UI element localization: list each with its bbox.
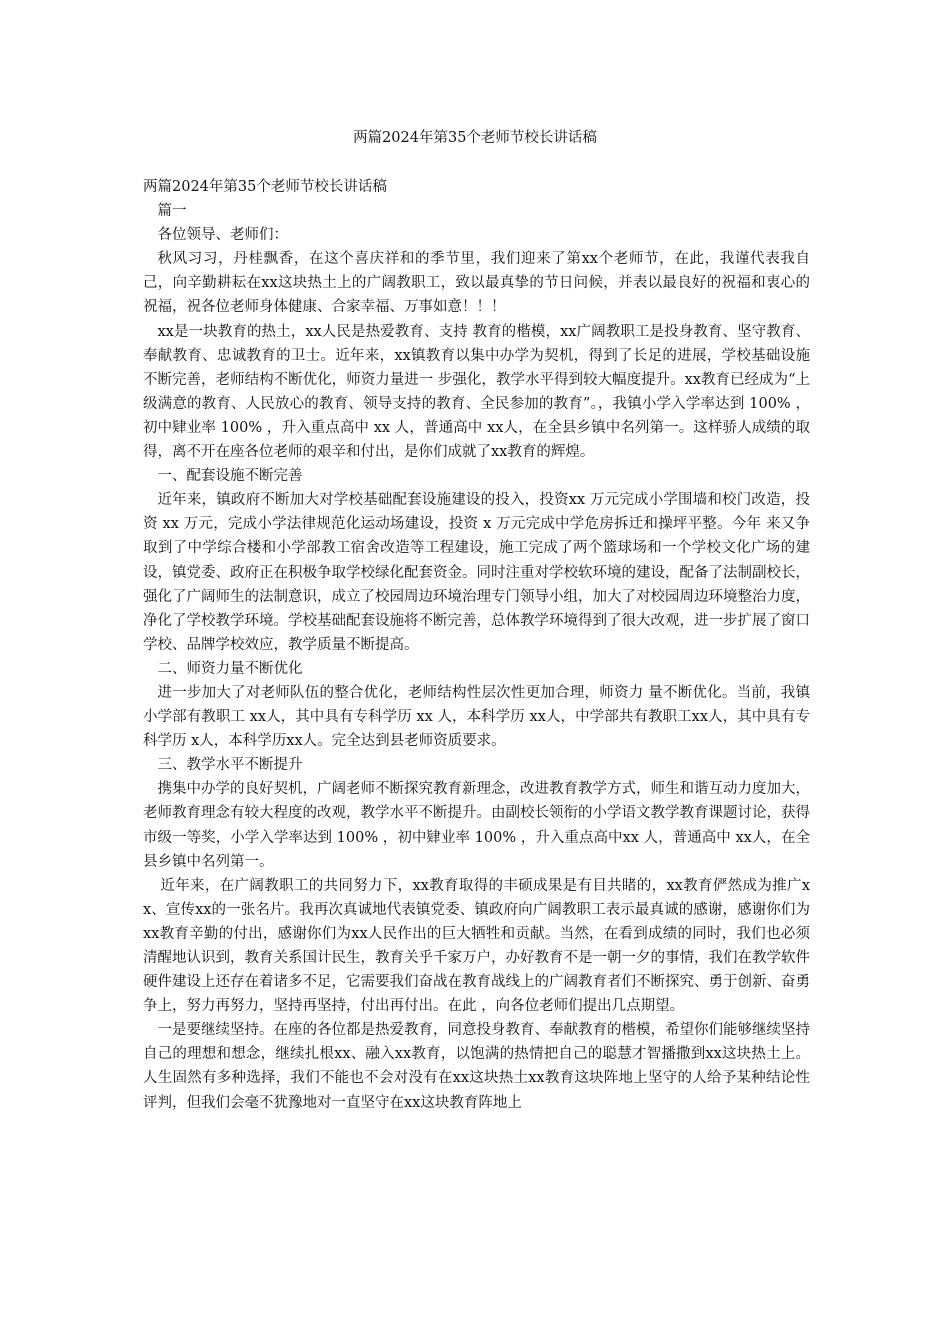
paragraph: 携集中办学的良好契机，广阔老师不断探究教育新理念，改进教育教学方式，师生和谐互动力度加大，老师教育理念有较大程度的改观，教学水平不断提升。由副校长领衔的小学语文教学教育课题讨论，获得市级一等奖，小学入学率达到 100% ，初中肄业率 100% ，升入重点高中xx 人，普通高中 xx人，在全县乡镇中名列第一。 (143, 781, 810, 870)
paragraph: 一、配套设施不断完善 (157, 468, 303, 485)
paragraph: xx是一块教育的热土，xx人民是热爱教育、支持 教育的楷模，xx广阔教职工是投身教育、坚守教育、奉献教育、忠诚教育的卫士。近年来，xx镇教育以集中办学为契机，得到了长足的进展，学校基础设施不断完善，老师结构不断优化，师资力量进一 步强化，教学水平得到较大幅度提升。xx教育已经成为“上级满意的教育、人民放心的教育、领导支持的教育、全民参加的教育”。，我镇小学入学率达到 100% ，初中肄业率 100% ，升入重点高中 xx 人，普通高中 xx人，在全县乡镇中名列第一。这样骄人成绩的取得，离不开在座各位老师的艰辛和付出，是你们成就了xx教育的辉煌。 (143, 323, 810, 461)
paragraph: 二、师资力量不断优化 (157, 660, 303, 677)
paragraph: 篇一 (157, 203, 187, 220)
paragraph: 各位领导、老师们： (157, 227, 288, 244)
paragraph: 一是要继续坚持。在座的各位都是热爱教育，同意投身教育、奉献教育的楷模，希望你们能够继续坚持自己的理想和想念，继续扎根xx、融入xx教育，以饱满的热情把自己的聪慧才智播撒到xx这块热土上。人生固然有多种选择，我们不能也不会对没有在xx这块热土xx教育这块阵地上坚守的人给予某种结论性评判，但我们会毫不犹豫地对一直坚守在xx这块教育阵地上 (143, 1022, 810, 1111)
paragraph: 秋风习习，丹桂飘香，在这个喜庆祥和的季节里，我们迎来了第xx个老师节，在此，我谨代表我自己，向辛勤耕耘在xx这块热土上的广阔教职工，致以最真挚的节日问候，并表以最良好的祝福和衷心的祝福，祝各位老师身体健康、合家幸福、万事如意！！！ (143, 251, 810, 316)
paragraph: 三、教学水平不断提升 (157, 757, 303, 774)
paragraph: 进一步加大了对老师队伍的整合优化，老师结构性层次性更加合理，师资力 量不断优化。当前，我镇小学部有教职工 xx人，其中具有专科学历 xx 人，本科学历 xx人，中学部共有教职工xx人，其中具有专科学历 x人，本科学历xx人。完全达到县老师资质要求。 (143, 684, 810, 750)
paragraph: 近年来，镇政府不断加大对学校基础配套设施建设的投入，投资xx 万元完成小学围墙和校门改造，投资 xx 万元，完成小学法律规范化运动场建设，投资 x 万元完成中学危房拆迁和操坪平整。今年 来又争取到了中学综合楼和小学部教工宿舍改造等工程建设，施工完成了两个篮球场和一个学校文化广场的建设，镇党委、政府正在积极争取学校绿化配套资金。同时注重对学校软环境的建设，配备了法制副校长，强化了广阔师生的法制意识，成立了校园周边环境治理专门领导小组，加大了对校园周边环境整治力度，净化了学校教学环境。学校基础配套设施将不断完善，总体教学环境得到了很大改观，进一步扩展了窗口学校、品牌学校效应，教学质量不断提高。 (143, 492, 810, 653)
document-body (143, 175, 810, 1115)
document-title: 两篇2024年第35个老师节校长讲话稿 (353, 130, 597, 146)
paragraph: 近年来，在广阔教职工的共同努力下，xx教育取得的丰硕成果是有目共睹的，xx教育俨然成为推广xx、宣传xx的一张名片。我再次真诚地代表镇党委、镇政府向广阔教职工表示最真诚的感谢，感谢你们为xx教育辛勤的付出，感谢你们为xx人民作出的巨大牺牲和贡献。当然，在看到成绩的同时，我们也必须清醒地认识到，教育关系国计民生，教育关乎千家万户，办好教育不是一朝一夕的事情，我们在教学软件硬件建设上还存在着诸多不足，它需要我们奋战在教育战线上的广阔教育者们不断探究、勇于创新、奋勇争上，努力再努力，坚持再坚持，付出再付出。在此 ，向各位老师们提出几点期望。 (143, 877, 810, 1015)
paragraph: 两篇2024年第35个老师节校长讲话稿 (143, 179, 387, 195)
